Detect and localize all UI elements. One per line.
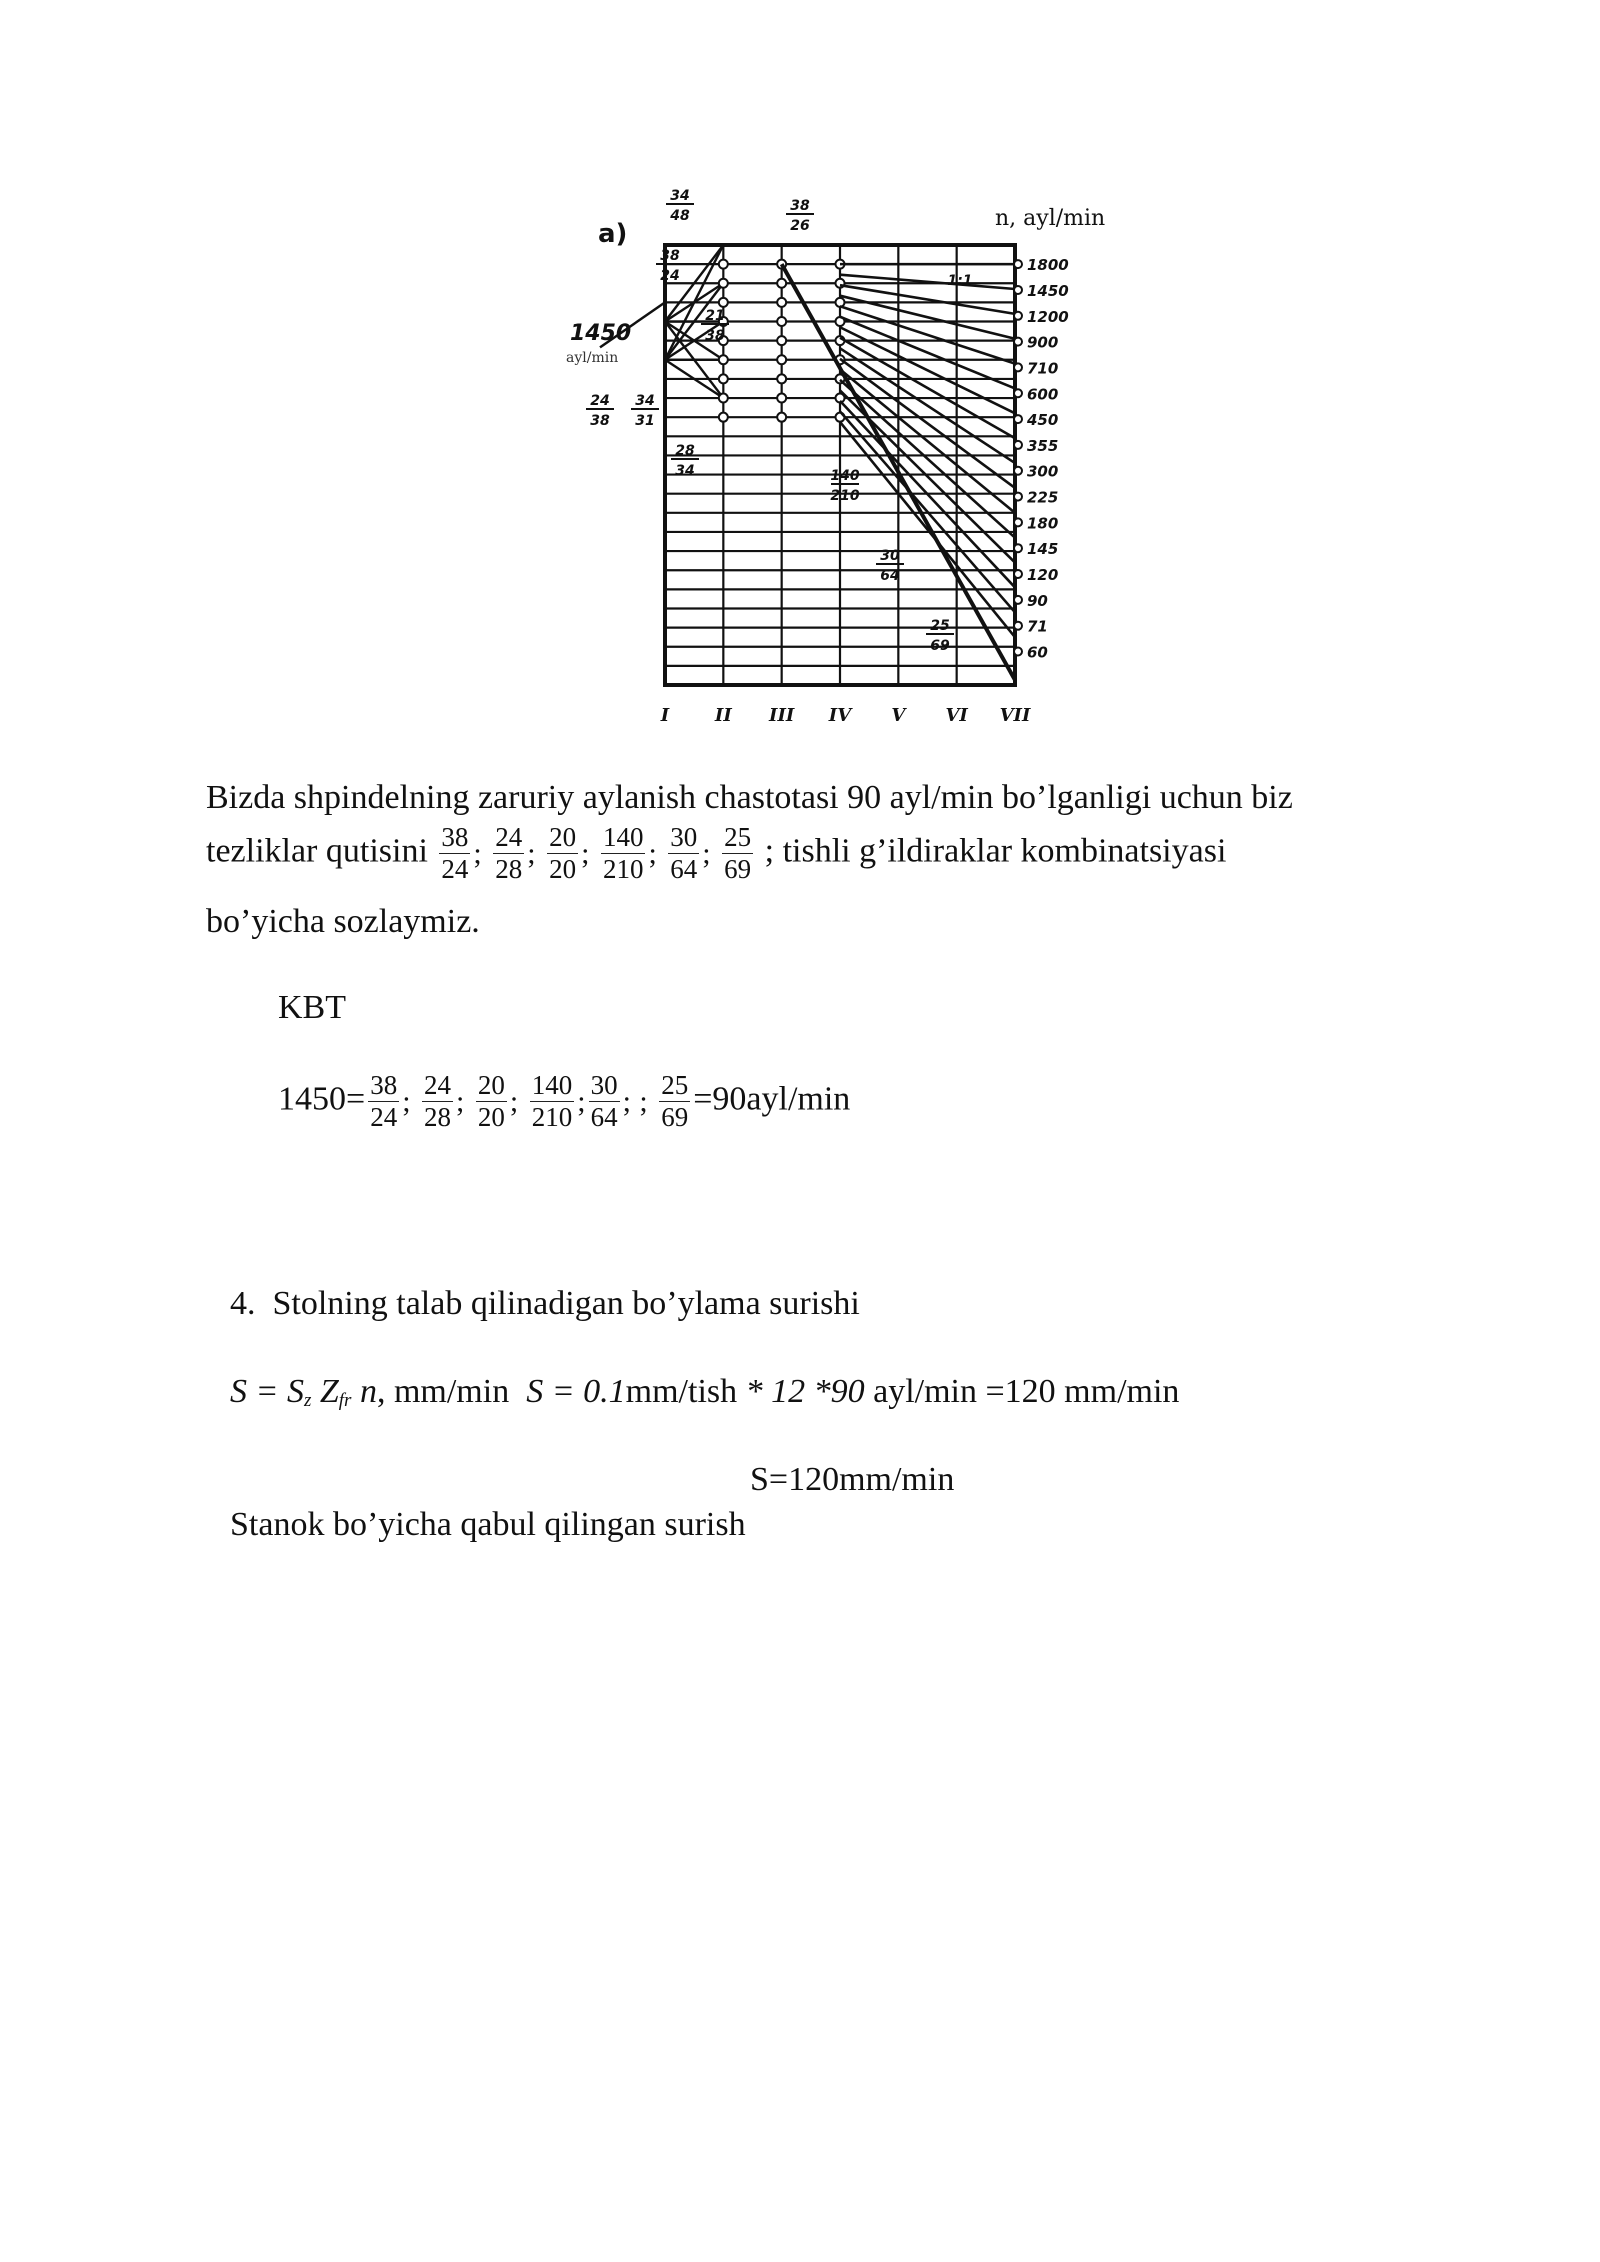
shaft-label: VI — [945, 705, 968, 726]
node — [719, 279, 728, 288]
fraction: $\frac{38}{24}$ — [441, 822, 469, 885]
ratio-denominator: 48 — [670, 208, 690, 224]
speed-node — [1014, 363, 1022, 371]
node — [836, 298, 845, 307]
ratio-numerator: 25 — [930, 618, 950, 634]
speed-node — [1014, 493, 1022, 501]
speed-node — [1014, 518, 1022, 526]
speed-node — [1014, 467, 1022, 475]
ratio-denominator: 64 — [880, 568, 900, 584]
speed-label: 120 — [1027, 566, 1059, 585]
shaft-label: I — [660, 705, 670, 726]
ratio-denominator: 26 — [790, 218, 810, 234]
node — [777, 298, 786, 307]
ratio-denominator: 210 — [830, 488, 860, 504]
node — [777, 355, 786, 364]
node — [719, 394, 728, 403]
shaft-label: VII — [999, 705, 1031, 726]
speed-unit-label: n, ayl/min — [995, 206, 1106, 231]
section-title: Stolning talab qilinadigan bo’ylama surishi — [272, 1285, 860, 1322]
shaft-label: IV — [828, 705, 852, 726]
speed-node — [1014, 415, 1022, 423]
ratio-numerator: 28 — [675, 443, 695, 459]
para1-line1: Bizda shpindelning zaruriy aylanish chastotasi 90 ayl/min bo’lganligi uchun biz — [206, 779, 1293, 816]
ratio-numerator: 38 — [790, 198, 810, 214]
speed-label: 355 — [1027, 436, 1059, 455]
speed-label: 600 — [1027, 385, 1059, 404]
ratio-denominator: 34 — [675, 463, 695, 479]
kbt-label: KBT — [278, 989, 346, 1026]
fraction: $\frac{140}{210}$ — [531, 1070, 573, 1133]
section-number: 4. — [230, 1285, 256, 1322]
paragraph-line-3 — [206, 900, 480, 944]
ratio-numerator: 1:1 — [947, 273, 973, 289]
fraction: $\frac{24}{28}$ — [495, 822, 523, 885]
paragraph-line-2: tezliklar qutisini $\frac{38}{24}$ ; $\frac{24}{28}$ ; $\frac{20}{20}$ ; $\frac{140}{210}$ ; $\frac{30}{64}$ ; $\frac{25}{69}$ ; tishli g’ildiraklar kombinatsiyasi — [206, 822, 1227, 885]
node — [777, 374, 786, 383]
fraction: $\frac{24}{28}$ — [424, 1070, 452, 1133]
input-speed-label: 1450 — [570, 321, 632, 346]
input-unit-label: ayl/min — [566, 350, 619, 366]
fraction: $\frac{25}{69}$ — [661, 1070, 689, 1133]
shaft-label: II — [714, 705, 732, 726]
kbt-equation: 1450= $\frac{38}{24}$ ; $\frac{24}{28}$ ; $\frac{20}{20}$ ; $\frac{140}{210}$ ; $\frac{30}{64}$ ; ; $\frac{25}{69}$ =90ayl/min — [278, 1070, 851, 1133]
ray — [840, 285, 1015, 314]
speed-node — [1014, 260, 1022, 268]
ratio-denominator: 31 — [635, 413, 655, 429]
node — [719, 413, 728, 422]
para1-line2-start: tezliklar qutisini — [206, 832, 428, 870]
node — [719, 298, 728, 307]
speed-label: 90 — [1027, 591, 1048, 610]
node — [719, 355, 728, 364]
speed-label: 1800 — [1027, 256, 1069, 275]
speed-label: 900 — [1027, 333, 1059, 352]
fraction: $\frac{140}{210}$ — [602, 822, 644, 885]
speed-label: 71 — [1027, 617, 1048, 636]
fraction: $\frac{30}{64}$ — [590, 1070, 618, 1133]
speed-node — [1014, 338, 1022, 346]
speed-label: 225 — [1027, 488, 1059, 507]
ratio-numerator: 30 — [880, 548, 900, 564]
ray — [840, 348, 1015, 463]
speed-label: 710 — [1027, 359, 1059, 378]
speed-node — [1014, 312, 1022, 320]
speed-node — [1014, 544, 1022, 552]
node — [719, 374, 728, 383]
speed-label: 1450 — [1027, 281, 1069, 300]
ratio-denominator: 69 — [930, 638, 950, 654]
ratio-numerator: 34 — [635, 393, 655, 409]
node — [777, 317, 786, 326]
ratio-denominator: 38 — [590, 413, 610, 429]
section-4-heading — [230, 1282, 860, 1326]
speed-node — [1014, 570, 1022, 578]
speed-node — [1014, 648, 1022, 656]
speed-label: 1200 — [1027, 307, 1069, 326]
gearbox-speed-diagram — [560, 180, 1140, 740]
ray — [840, 306, 1015, 363]
fraction: $\frac{20}{20}$ — [549, 822, 577, 885]
kbt-lhs: 1450= — [278, 1080, 366, 1118]
feed-result: S=120mm/min — [750, 1461, 955, 1498]
speed-label: 300 — [1027, 462, 1059, 481]
diagram-rays — [600, 245, 1015, 680]
node — [777, 279, 786, 288]
node — [777, 394, 786, 403]
kbt-rhs: =90ayl/min — [693, 1080, 851, 1118]
ray — [840, 422, 1015, 637]
fraction: $\frac{30}{64}$ — [670, 822, 698, 885]
ratio-numerator: 34 — [670, 188, 690, 204]
speed-node — [1014, 389, 1022, 397]
panel-label: a) — [598, 219, 628, 249]
shaft-label: III — [769, 705, 795, 726]
node — [777, 413, 786, 422]
fraction: $\frac{20}{20}$ — [477, 1070, 505, 1133]
speed-label: 180 — [1027, 514, 1059, 533]
speed-label: 145 — [1027, 540, 1059, 559]
ratio-denominator: 38 — [705, 328, 725, 344]
node — [719, 260, 728, 269]
ratio-numerator: 21 — [705, 308, 725, 324]
node — [777, 336, 786, 345]
shaft-label: V — [891, 705, 906, 726]
ray — [840, 380, 1015, 538]
para1-line2-end: ; tishli g’ildiraklar kombinatsiyasi — [764, 832, 1227, 870]
fraction: $\frac{25}{69}$ — [724, 822, 752, 885]
speed-label: 450 — [1027, 411, 1059, 430]
ray — [840, 275, 1015, 289]
speed-node — [1014, 441, 1022, 449]
feed-formula: $S = S_z$ $Z_{fr}$ n, mm/min S = 0.1mm/tish * 12 *90 ayl/min =120 mm/min — [230, 1373, 1180, 1411]
paragraph-line-1 — [206, 776, 1293, 820]
ratio-denominator: 24 — [660, 268, 680, 284]
fraction: $\frac{38}{24}$ — [370, 1070, 398, 1133]
ratio-numerator: 140 — [830, 468, 860, 484]
ratio-numerator: 24 — [590, 393, 610, 409]
speed-label: 60 — [1027, 643, 1048, 662]
speed-node — [1014, 286, 1022, 294]
speed-node — [1014, 622, 1022, 630]
diagram-labels — [566, 188, 1105, 726]
speed-node — [1014, 596, 1022, 604]
para1-line3: bo’yicha sozlaymiz. — [206, 903, 480, 940]
accepted-feed-line: Stanok bo’yicha qabul qilingan surish — [230, 1506, 746, 1543]
ratio-numerator: 38 — [660, 248, 680, 264]
